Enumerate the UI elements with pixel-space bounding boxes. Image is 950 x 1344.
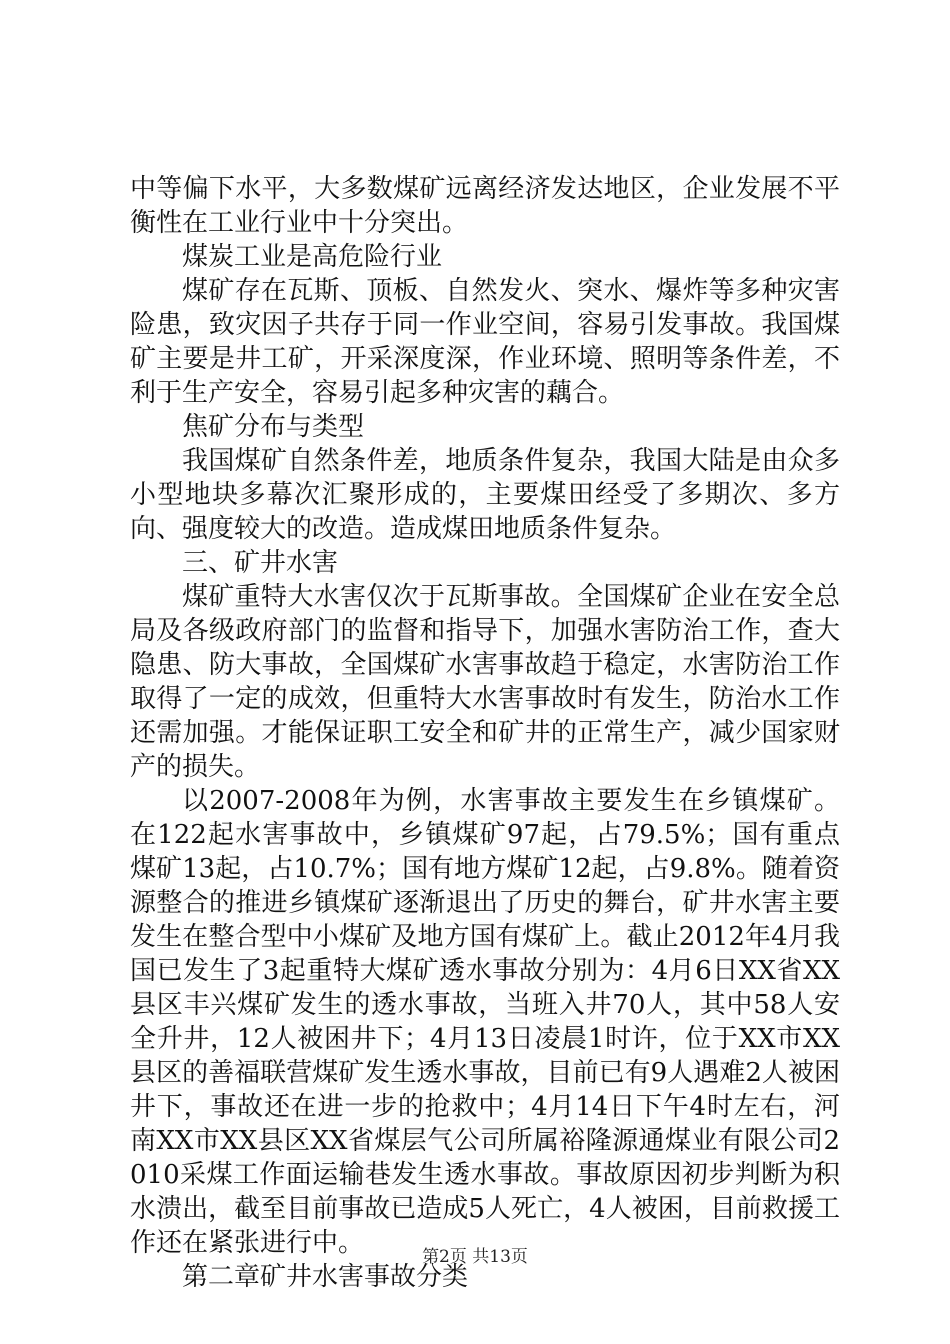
chapter-heading: 第二章矿井水害事故分类 bbox=[182, 1262, 469, 1292]
paragraph-water-hazard-statistics: 以2007-2008年为例，水害事故主要发生在乡镇煤矿。在122起水害事故中，乡镇煤矿97起，占79.5%；国有重点煤矿13起，占10.7%；国有地方煤矿12起，占9.8%。随着资源整合的推进乡镇煤矿逐渐退出了历史的舞台，矿井水害主要发生在整合型中小煤矿及地方国有煤矿上。截止2012年4月我国已发生了3起重特大煤矿透水事故分别为：4月6日XX省XX县区丰兴煤矿发生的透水事故，当班入井70人，其中58人安全升井，12人被困井下；4月13日凌晨1时许，位于XX市XX县区的善福联营煤矿发生透水事故，目前已有9人遇难2人被困井下，事故还在进一步的抢救中；4月14日下午4时左右，河南XX市XX县区XX省煤层气公司所属裕隆源通煤业有限公司2010采煤工作面运输巷发生透水事故。事故原因初步判断为积水溃出，截至目前事故已造成5人死亡，4人被困，目前救援工作还在紧张进行中。 bbox=[130, 786, 840, 1258]
page-number-footer: 第2页 共13页 bbox=[422, 1247, 528, 1267]
section-heading-distribution: 焦矿分布与类型 bbox=[182, 412, 365, 442]
section-heading-high-risk: 煤炭工业是高危险行业 bbox=[182, 242, 443, 272]
paragraph-hazards: 煤矿存在瓦斯、顶板、自然发火、突水、爆炸等多种灾害险患，致灾因子共存于同一作业空间，容易引发事故。我国煤矿主要是井工矿，开采深度深，作业环境、照明等条件差，不利于生产安全，容易引起多种灾害的藕合。 bbox=[130, 276, 840, 408]
section-heading-water-hazard: 三、矿井水害 bbox=[182, 548, 339, 578]
paragraph-continuation: 中等偏下水平，大多数煤矿远离经济发达地区，企业发展不平衡性在工业行业中十分突出。 bbox=[130, 174, 840, 238]
paragraph-water-hazard-overview: 煤矿重特大水害仅次于瓦斯事故。全国煤矿企业在安全总局及各级政府部门的监督和指导下，加强水害防治工作，查大隐患、防大事故，全国煤矿水害事故趋于稳定，水害防治工作取得了一定的成效，但重特大水害事故时有发生，防治水工作还需加强。才能保证职工安全和矿井的正常生产，减少国家财产的损失。 bbox=[130, 582, 840, 782]
paragraph-geology: 我国煤矿自然条件差，地质条件复杂，我国大陆是由众多小型地块多幕次汇聚形成的，主要煤田经受了多期次、多方向、强度较大的改造。造成煤田地质条件复杂。 bbox=[130, 446, 840, 544]
document-body bbox=[130, 172, 840, 1294]
